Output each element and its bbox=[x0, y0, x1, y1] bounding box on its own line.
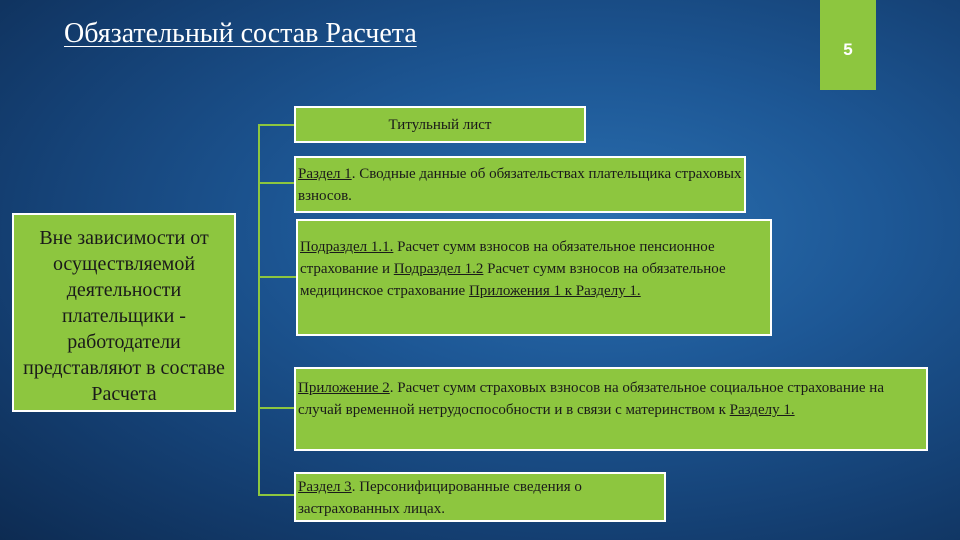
item-reference-link: Разделу 1. bbox=[729, 402, 795, 418]
item-subsection-1-1 bbox=[296, 219, 772, 336]
connector-trunk bbox=[258, 124, 260, 494]
item-text: Расчет сумм взносов на обязательное медицинское страхование bbox=[300, 261, 726, 299]
item-reference-link: Подраздел 1.1. bbox=[300, 239, 394, 255]
page-number-badge: 5 bbox=[820, 0, 876, 90]
item-text: . Персонифицированные сведения о застрахованных лицах. bbox=[298, 479, 582, 517]
connector-branch-appendix-2 bbox=[258, 407, 294, 409]
item-reference-link: Подраздел 1.2 bbox=[393, 261, 484, 277]
item-section-1 bbox=[294, 156, 746, 213]
left-summary-box: Вне зависимости от осуществляемой деятельности плательщики - работодатели представляют в составе Расчета bbox=[12, 213, 236, 412]
item-text: . Сводные данные об обязательствах плательщика страховых взносов. bbox=[298, 166, 742, 204]
connector-branch-section-1 bbox=[258, 182, 294, 184]
item-appendix-2 bbox=[294, 367, 928, 451]
connector-branch-title-sheet bbox=[258, 124, 294, 126]
item-reference-link: Раздел 3 bbox=[298, 479, 352, 495]
item-title-sheet bbox=[294, 106, 586, 143]
item-text: Титульный лист bbox=[388, 117, 492, 133]
item-text: . Расчет сумм страховых взносов на обязательное социальное страхование на случай временной нетрудоспособности и в связи с материнством к bbox=[298, 380, 884, 418]
slide-title: Обязательный состав Расчета bbox=[64, 18, 417, 49]
connector-branch-subsection bbox=[258, 276, 298, 278]
item-reference-link: Раздел 1 bbox=[298, 166, 352, 182]
connector-branch-section-3 bbox=[258, 494, 294, 496]
item-text: Расчет сумм взносов на обязательное пенсионное страхование и bbox=[300, 239, 715, 277]
item-section-3 bbox=[294, 472, 666, 522]
item-reference-link: Приложение 2 bbox=[298, 380, 390, 396]
item-reference-link: Приложения 1 к Разделу 1. bbox=[468, 283, 641, 299]
